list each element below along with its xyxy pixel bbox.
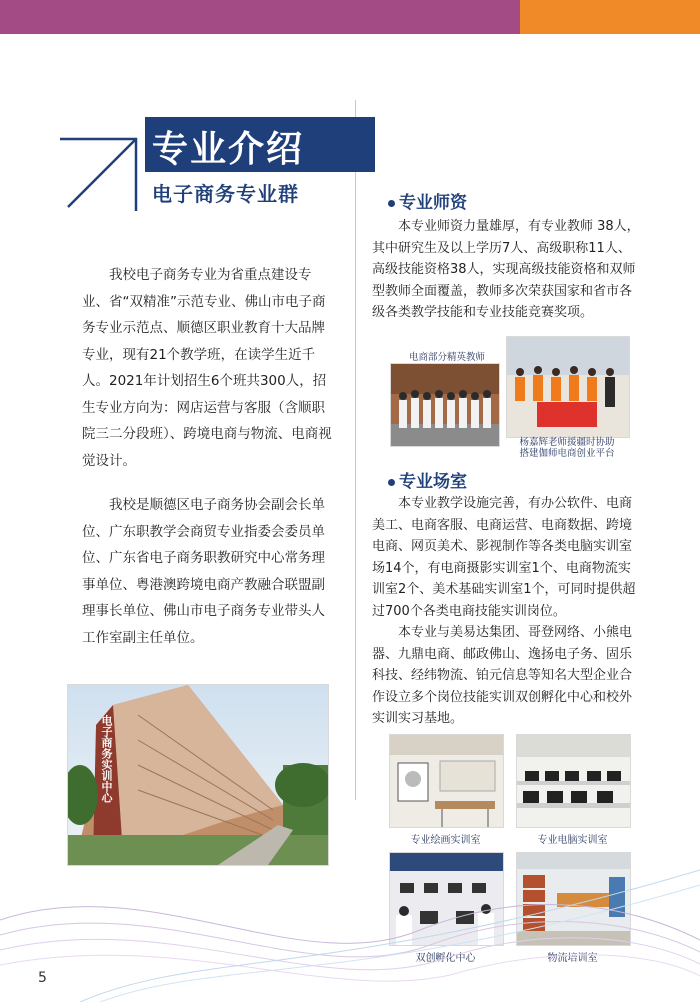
faculty-heading	[388, 188, 467, 213]
facilities-paragraph-2: 本专业与美易达集团、哥登网络、小熊电器、九鼎电商、邮政佛山、逸扬电子务、固乐科技、经纬物流、铂元信息等知名大型企业合作设立多个岗位技能实训双创孵化中心和校外实训实习基地。	[372, 625, 633, 726]
column-divider	[355, 100, 356, 800]
computer-room-caption: 专业电脑实训室	[537, 835, 608, 846]
facilities-heading	[388, 467, 467, 492]
faculty-photo2-caption	[506, 437, 628, 459]
faculty-photo1-caption: 电商部分精英教师	[408, 352, 485, 363]
faculty-text	[372, 216, 642, 324]
intro-text	[82, 262, 332, 651]
top-bar-orange	[520, 0, 700, 34]
computer-room-photo	[516, 734, 631, 828]
faculty-xinjiang-photo	[506, 336, 630, 438]
bullet-icon	[388, 479, 395, 486]
corner-arrow-icon	[60, 135, 140, 215]
facilities-heading-label: 专业场室	[399, 472, 467, 492]
intro-paragraph-1: 我校电子商务专业为省重点建设专业、省“双精准”示范专业、佛山市电子商务专业示范点、顺德区职业教育十大品牌专业，现有21个教学班，在读学生近千人。2021年计划招生6个班共300人，招生专业方向为：网店运营与客服（含顺职院三二分段班）、跨境电商与物流、电商视觉设计。	[82, 267, 332, 469]
faculty-photo2-caption-line2: 搭建伽师电商创业平台	[519, 448, 615, 459]
facilities-paragraph-1: 本专业教学设施完善，有办公软件、电商美工、电商客服、电商运营、电商数据、跨境电商、网页美术、影视制作等各类电脑实训室场14个，有电商摄影实训室1个、电商物流实训室2个、美术基础实训室1个，可同时提供超过700个各类电商技能实训岗位。	[372, 496, 636, 619]
facilities-text	[372, 493, 642, 730]
faculty-photo2-caption-line1: 杨嘉辉老师援疆时协助	[519, 437, 615, 448]
page-number: 5	[38, 970, 47, 986]
faculty-group-photo	[390, 363, 500, 447]
decorative-waves	[0, 830, 700, 1002]
intro-paragraph-2: 我校是顺德区电子商务协会副会长单位、广东职教学会商贸专业指委会委员单位、广东省电子商务职教研究中心常务理事单位、粤港澳跨境电商产教融合联盟副理事长单位、佛山市电子商务专业带头人工作室副主任单位。	[82, 497, 325, 646]
faculty-paragraph: 本专业师资力量雄厚，有专业教师 38人，其中研究生及以上学历7人、高级职称11人、高级技能资格38人，实现高级技能资格和双师型教师全面覆盖，教师多次荣获国家和省市各级各类教学技能和专业技能竞赛奖项。	[372, 219, 640, 320]
incubation-center-caption: 双创孵化中心	[415, 953, 476, 964]
painting-room-caption: 专业绘画实训室	[410, 835, 481, 846]
painting-room-photo	[389, 734, 504, 828]
faculty-heading-label: 专业师资	[399, 193, 467, 213]
page-subtitle: 电子商务专业群	[152, 182, 299, 206]
page-title: 专业介绍	[152, 129, 305, 170]
building-sign-text: 电子商务实训中心	[100, 715, 113, 803]
top-bar-purple	[0, 0, 520, 34]
logistics-room-caption: 物流培训室	[547, 953, 598, 964]
bullet-icon	[388, 200, 395, 207]
